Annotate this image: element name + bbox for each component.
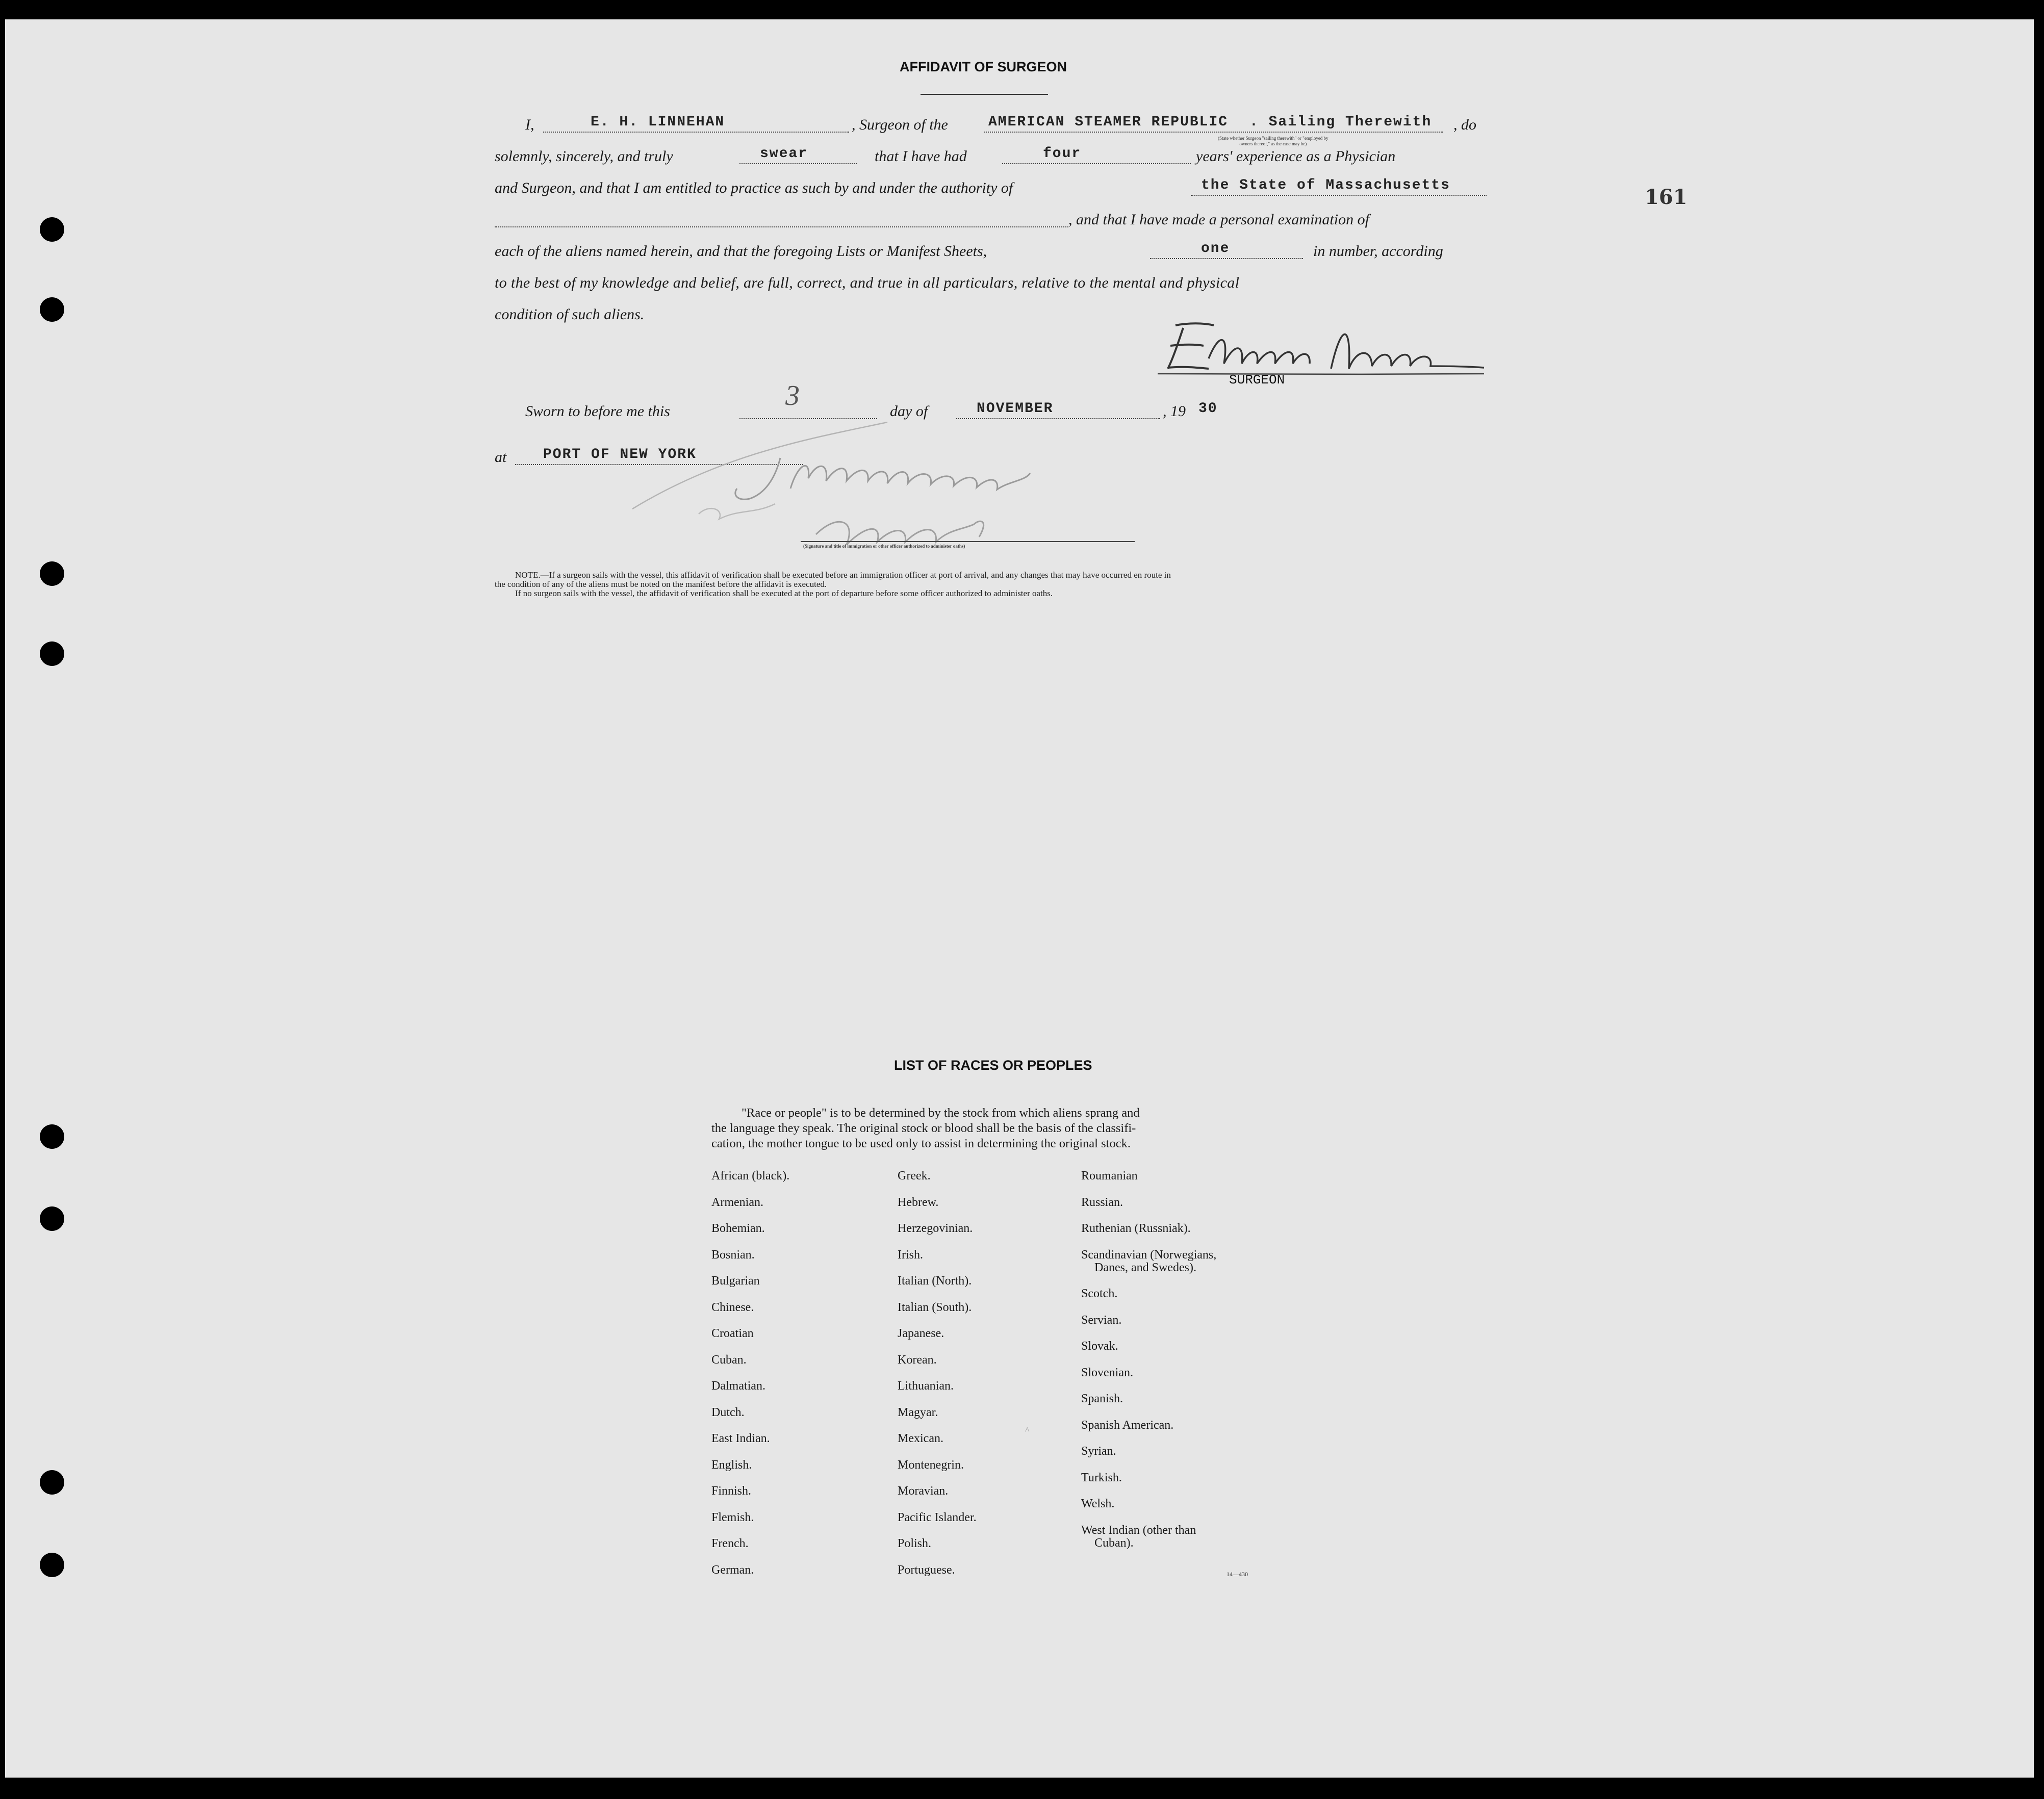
race-entry: Polish.	[898, 1537, 932, 1550]
sworn-month: NOVEMBER	[977, 401, 1054, 417]
races-title: LIST OF RACES OR PEOPLES	[894, 1058, 1092, 1073]
race-entry: Syrian.	[1081, 1445, 1116, 1458]
race-entry: Scandinavian (Norwegians,	[1081, 1248, 1217, 1262]
race-entry: Italian (South).	[898, 1300, 972, 1314]
fill-line	[1150, 258, 1303, 259]
punch-hole	[40, 1553, 64, 1577]
line4-text: , and that I have made a personal examination of	[1068, 211, 1369, 228]
race-entry: Portuguese.	[898, 1563, 955, 1577]
punch-hole	[40, 1470, 64, 1495]
title-rule	[921, 94, 1048, 95]
fill-line	[543, 132, 849, 133]
at-place: PORT OF NEW YORK	[543, 447, 697, 462]
note-line: If no surgeon sails with the vessel, the affidavit of verification shall be executed at the port of departure before some officer authorized to administer oaths.	[515, 588, 1053, 598]
race-entry: Herzegovinian.	[898, 1222, 973, 1235]
surgeon-name: E. H. LINNEHAN	[591, 114, 725, 130]
vessel-name: AMERICAN STEAMER REPUBLIC	[988, 114, 1229, 130]
race-entry: Cuban).	[1094, 1536, 1134, 1550]
note-line: NOTE.—If a surgeon sails with the vessel, this affidavit of verification shall be executed before an immigration officer at port of arrival, and any changes that may have occurred en route in	[515, 570, 1171, 580]
oath-word: swear	[760, 146, 808, 162]
line2-prefix: solemnly, sincerely, and truly	[495, 148, 673, 165]
line7-text: condition of such aliens.	[495, 306, 645, 323]
races-intro-line: "Race or people" is to be determined by the stock from which aliens sprang and	[742, 1106, 1140, 1120]
race-entry: Scotch.	[1081, 1287, 1118, 1300]
races-intro-line: the language they speak. The original stock or blood shall be the basis of the classifi-	[711, 1121, 1136, 1135]
line5-prefix: each of the aliens named herein, and that the foregoing Lists or Manifest Sheets,	[495, 243, 987, 260]
officer-sig-line	[801, 541, 1135, 542]
race-entry: Bohemian.	[711, 1222, 765, 1235]
punch-hole	[40, 217, 64, 242]
race-entry: Roumanian	[1081, 1169, 1138, 1183]
race-entry: Danes, and Swedes).	[1094, 1261, 1196, 1274]
race-entry: African (black).	[711, 1169, 790, 1183]
race-entry: East Indian.	[711, 1432, 770, 1445]
years-experience: four	[1043, 146, 1082, 162]
race-entry: Bosnian.	[711, 1248, 755, 1262]
document-page	[5, 19, 2034, 1778]
sheet-count: one	[1201, 241, 1230, 256]
race-entry: Dutch.	[711, 1405, 745, 1419]
authority: the State of Massachusetts	[1201, 177, 1450, 193]
form-number: 14—430	[1227, 1571, 1248, 1578]
race-entry: Welsh.	[1081, 1497, 1115, 1510]
race-entry: Spanish American.	[1081, 1418, 1174, 1432]
surgeon-capacity: . Sailing Therewith	[1249, 114, 1432, 130]
punch-hole	[40, 1206, 64, 1231]
race-entry: Cuban.	[711, 1353, 747, 1367]
race-entry: Turkish.	[1081, 1471, 1122, 1484]
race-entry: Japanese.	[898, 1327, 944, 1340]
officer-caption: (Signature and title of immigration or other officer authorized to administer oaths)	[803, 544, 965, 549]
punch-hole	[40, 297, 64, 322]
race-entry: Pacific Islander.	[898, 1510, 977, 1524]
page-number: 161	[1645, 185, 1688, 209]
line2-suffix: years' experience as a Physician	[1196, 148, 1396, 165]
affidavit-title: AFFIDAVIT OF SURGEON	[900, 59, 1067, 74]
race-entry: Dalmatian.	[711, 1379, 765, 1393]
race-entry: Ruthenian (Russniak).	[1081, 1222, 1191, 1235]
punch-hole	[40, 641, 64, 666]
race-entry: Armenian.	[711, 1195, 763, 1209]
note-line: the condition of any of the aliens must be noted on the manifest before the affidavit is executed.	[495, 579, 827, 589]
line3-prefix: and Surgeon, and that I am entitled to practice as such by and under the authority of	[495, 179, 1013, 196]
race-entry: Chinese.	[711, 1300, 754, 1314]
race-entry: Irish.	[898, 1248, 923, 1262]
race-entry: German.	[711, 1563, 754, 1577]
race-entry: Italian (North).	[898, 1274, 972, 1288]
sworn-year: 30	[1198, 401, 1218, 417]
fill-line	[984, 132, 1443, 133]
race-entry: Croatian	[711, 1327, 754, 1340]
capacity-note	[1218, 136, 1328, 147]
sworn-year-prefix: , 19	[1163, 403, 1186, 420]
fill-line	[495, 226, 1068, 227]
line2-mid: that I have had	[875, 148, 967, 165]
race-entry: Finnish.	[711, 1484, 752, 1498]
capacity-note-line: (State whether Surgeon "sailing therewith" or "employed by	[1218, 136, 1328, 141]
surgeon-label: SURGEON	[1229, 372, 1285, 388]
race-entry: Magyar.	[898, 1405, 938, 1419]
race-entry: Lithuanian.	[898, 1379, 954, 1393]
line1-prefix: I,	[525, 116, 534, 133]
sworn-prefix: Sworn to before me this	[525, 403, 670, 420]
fill-line	[1002, 163, 1191, 164]
surgeon-signature	[1147, 302, 1494, 384]
punch-hole	[40, 1124, 64, 1149]
race-entry: Korean.	[898, 1353, 937, 1367]
race-entry: Slovenian.	[1081, 1366, 1133, 1379]
capacity-note-line: owners thereof," as the case may be)	[1239, 141, 1307, 146]
race-entry: Montenegrin.	[898, 1458, 964, 1472]
line6-text: to the best of my knowledge and belief, are full, correct, and true in all particulars, relative to the mental and physical	[495, 274, 1240, 291]
race-entry: Russian.	[1081, 1195, 1123, 1209]
fill-line	[1191, 195, 1487, 196]
race-entry: Flemish.	[711, 1510, 754, 1524]
stray-mark: ^	[1025, 1425, 1030, 1435]
race-entry: English.	[711, 1458, 752, 1472]
race-entry: Spanish.	[1081, 1392, 1123, 1405]
race-entry: Bulgarian	[711, 1274, 760, 1288]
sworn-day-of: day of	[890, 403, 928, 420]
race-entry: West Indian (other than	[1081, 1523, 1196, 1537]
races-intro-line: cation, the mother tongue to be used only to assist in determining the original stock.	[711, 1137, 1131, 1150]
fill-line	[739, 163, 857, 164]
line1-mid: , Surgeon of the	[852, 116, 948, 133]
race-entry: Greek.	[898, 1169, 931, 1183]
sworn-day: 3	[785, 380, 800, 412]
punch-hole	[40, 561, 64, 586]
line1-suffix: , do	[1453, 116, 1476, 133]
race-entry: Mexican.	[898, 1432, 943, 1445]
race-entry: Hebrew.	[898, 1195, 939, 1209]
race-entry: Servian.	[1081, 1313, 1122, 1327]
race-entry: French.	[711, 1537, 749, 1550]
line5-suffix: in number, according	[1313, 243, 1443, 260]
at-prefix: at	[495, 449, 507, 466]
race-entry: Slovak.	[1081, 1340, 1118, 1353]
race-entry: Moravian.	[898, 1484, 949, 1498]
